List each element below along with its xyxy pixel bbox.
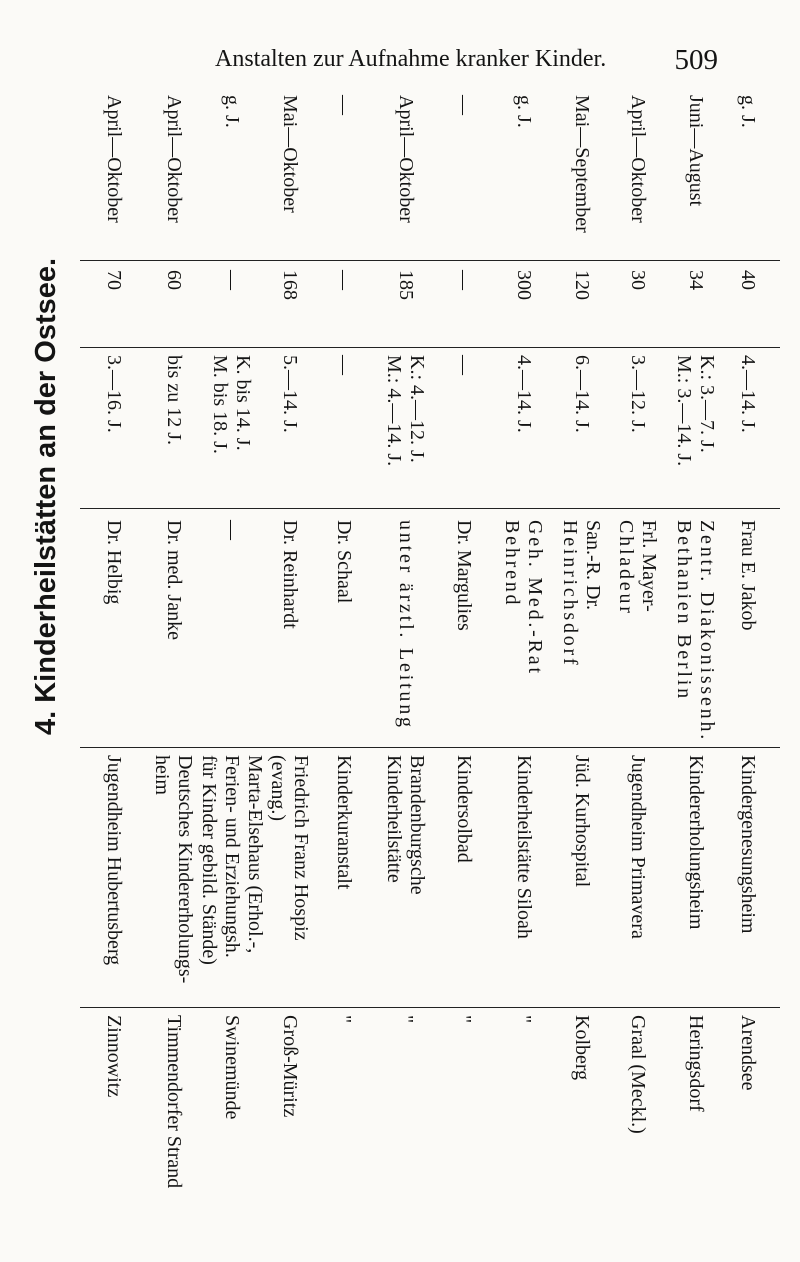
cell-line: g. J. (221, 95, 243, 128)
cell-line: Friedrich Franz Hospiz (290, 755, 313, 941)
cell-line: Geh. Med.-Rat (524, 520, 547, 676)
cell-line: Swinemünde (221, 1015, 243, 1120)
cell-line: April—Oktober (627, 95, 649, 223)
cell-line: Juni—August (685, 95, 707, 207)
column-divider (80, 347, 780, 348)
cell-line: Behrend (501, 520, 524, 608)
cell-line: 30 (627, 270, 649, 290)
cell-line: Frl. Mayer- (638, 520, 661, 612)
table-column-segment (80, 355, 780, 500)
cell-line: Heringsdorf (685, 1015, 707, 1112)
cell-line: Dr. med. Janke (163, 520, 185, 640)
cell-line: (evang.) (267, 755, 290, 822)
cell-line: Mai—Oktober (279, 95, 301, 213)
cell-line: 168 (279, 270, 301, 300)
cell-line: M. bis 18. J. (209, 355, 232, 454)
running-title: Anstalten zur Aufnahme kranker Kinder. (215, 46, 607, 72)
cell-line: Kinderkuranstalt (333, 755, 355, 890)
cell-line: Groß-Müritz (279, 1015, 301, 1118)
cell-line: Frau E. Jakob (737, 520, 759, 631)
table-column-segment (80, 95, 780, 255)
cell-line: — (453, 270, 475, 290)
cell-line: 4.—14. J. (737, 355, 759, 433)
table-column-segment (80, 520, 780, 743)
cell-line: g. J. (513, 95, 535, 128)
section-heading: 4. Kinderheilstätten an der Ostsee. (30, 257, 62, 735)
cell-line: K.: 3.—7. J. (696, 355, 719, 453)
cell-line: Heinrichsdorf (559, 520, 582, 668)
cell-line: K.: 4.—12. J. (406, 355, 429, 463)
cell-line: Dr. Schaal (333, 520, 355, 604)
column-divider (80, 508, 780, 509)
cell-line: Jüd. Kurhospital (571, 755, 593, 888)
cell-line: — (333, 270, 355, 290)
cell-line: — (453, 355, 475, 375)
cell-line: Marta-Elsehaus (Erhol.-, (244, 755, 266, 954)
place-cell (85, 1015, 142, 1215)
cell-line: Zinnowitz (103, 1015, 125, 1098)
cell-line: 3.—12. J. (627, 355, 649, 433)
cell-line: Kindergenesungsheim (737, 755, 759, 934)
cell-line: 300 (513, 270, 535, 300)
beds-cell (85, 270, 142, 340)
cell-line: San.-R. Dr. (582, 520, 605, 610)
institution-table (80, 95, 780, 1215)
cell-line: K. bis 14. J. (232, 355, 255, 451)
cell-line: Kinderheilstätte Siloah (513, 755, 535, 939)
age-range-cell (85, 355, 142, 500)
cell-line: Deutsches Kindererholungs- (174, 755, 197, 984)
cell-line: Chladeur (615, 520, 638, 616)
table-column-segment (80, 755, 780, 1000)
cell-line: g. J. (737, 95, 759, 128)
cell-line: " (395, 1015, 417, 1024)
cell-line: Dr. Margulies (453, 520, 475, 631)
cell-line: Ferien- und Erziehungsh. (221, 755, 243, 958)
page-number: 509 (674, 44, 718, 76)
cell-line: Arendsee (737, 1015, 759, 1091)
cell-line: 4.—14. J. (513, 355, 535, 433)
cell-line: — (453, 95, 475, 115)
column-divider (80, 747, 780, 748)
cell-line: " (333, 1015, 355, 1024)
column-divider (80, 260, 780, 261)
cell-line: 6.—14. J. (571, 355, 593, 433)
column-divider (80, 1007, 780, 1008)
cell-line: Kolberg (571, 1015, 593, 1081)
cell-line: " (453, 1015, 475, 1024)
cell-line: — (333, 95, 355, 115)
cell-line: Kindererholungsheim (685, 755, 707, 930)
season-cell (85, 95, 142, 255)
cell-line: Mai—September (571, 95, 593, 233)
cell-line: 60 (163, 270, 185, 290)
cell-line: — (221, 270, 243, 290)
cell-line: M.: 4.—14. J. (383, 355, 406, 467)
cell-line: Kinderheilstätte (383, 755, 406, 883)
institution-cell (85, 755, 142, 1000)
cell-line: für Kinder gebild. Stände) (198, 755, 220, 965)
cell-line: Timmendorfer Strand (163, 1015, 185, 1189)
cell-line: Dr. Reinhardt (279, 520, 301, 629)
cell-line: — (333, 355, 355, 375)
cell-line: Jugendheim Primavera (627, 755, 649, 939)
cell-line: Bethanien Berlin (673, 520, 696, 701)
cell-line: April—Oktober (103, 95, 125, 223)
cell-line: bis zu 12 J. (163, 355, 185, 445)
cell-line: unter ärztl. Leitung (395, 520, 417, 730)
cell-line: Dr. Helbig (103, 520, 125, 605)
cell-line: M.: 3.—14. J. (673, 355, 696, 467)
cell-line: April—Oktober (395, 95, 417, 223)
table-column-segment (80, 1015, 780, 1215)
cell-line: Graal (Meckl.) (627, 1015, 649, 1134)
cell-line: heim (151, 755, 174, 795)
cell-line: April—Oktober (163, 95, 185, 223)
cell-line: Kindersolbad (453, 755, 475, 863)
table-column-segment (80, 270, 780, 340)
cell-line: 34 (685, 270, 707, 290)
cell-line: 3.—16. J. (103, 355, 125, 433)
cell-line: 185 (395, 270, 417, 300)
leader-cell (85, 520, 142, 740)
cell-line: " (513, 1015, 535, 1024)
cell-line: 5.—14. J. (279, 355, 301, 433)
cell-line: Brandenburgsche (406, 755, 429, 895)
page-header (80, 40, 720, 80)
cell-line: Zentr. Diakonissenh. (696, 520, 719, 743)
cell-line: Jugendheim Hubertusberg (103, 755, 125, 966)
cell-line: 70 (103, 270, 125, 290)
cell-line: — (221, 520, 243, 543)
cell-line: 40 (737, 270, 759, 290)
cell-line: 120 (571, 270, 593, 300)
